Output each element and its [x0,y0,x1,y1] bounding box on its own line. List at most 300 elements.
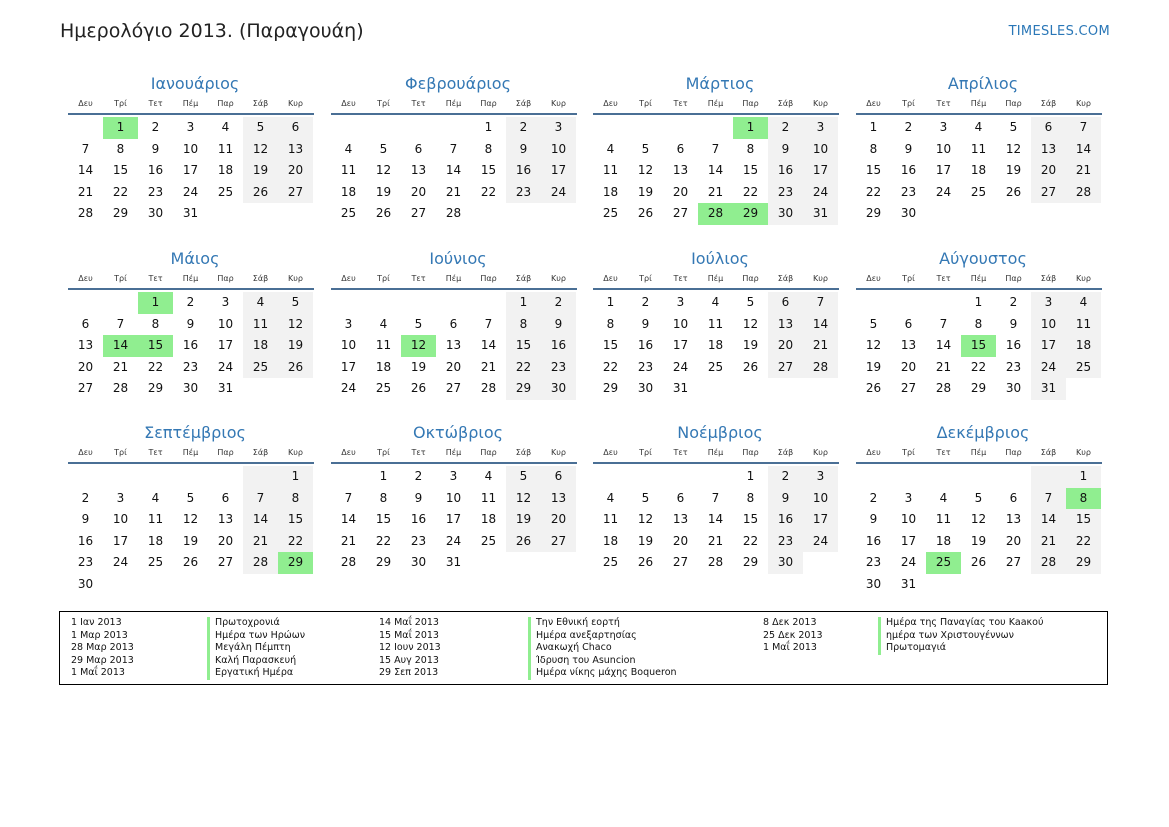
day-cell[interactable]: 5 [746,295,755,309]
day-cell[interactable]: 23 [768,182,803,204]
day-cell[interactable]: 25 [602,206,619,220]
day-cell[interactable]: 1 [506,292,541,314]
day-cell[interactable]: 18 [1066,335,1101,357]
day-cell[interactable]: 13 [541,488,576,510]
day-cell[interactable]: 28 [803,357,838,379]
day-cell[interactable]: 22 [506,357,541,379]
day-cell[interactable]: 2 [186,295,195,309]
day-cell[interactable]: 22 [742,533,759,548]
day-cell[interactable]: 28 [1066,182,1101,204]
day-cell[interactable]: 6 [221,490,230,505]
day-cell[interactable]: 30 [865,576,882,591]
day-cell[interactable]: 5 [278,292,313,314]
day-cell[interactable]: 28 [112,381,129,395]
day-cell[interactable]: 16 [182,338,199,352]
day-cell[interactable]: 6 [81,316,90,331]
day-cell[interactable]: 8 [151,316,160,331]
day-cell[interactable]: 6 [278,117,313,139]
day-cell[interactable]: 29 [147,381,164,395]
day-cell[interactable]: 28 [480,381,497,395]
day-cell[interactable]: 18 [602,184,619,199]
day-cell[interactable]: 2 [904,120,913,134]
day-cell[interactable]: 2 [1009,295,1018,309]
day-cell[interactable]: 11 [935,512,952,526]
day-cell[interactable]: 31 [1031,378,1066,400]
day-cell[interactable]: 2 [641,295,650,309]
day-cell[interactable]: 15 [112,163,129,177]
day-cell[interactable]: 6 [541,466,576,488]
day-cell[interactable]: 4 [974,120,983,134]
day-cell[interactable]: 1 [869,120,878,134]
day-cell[interactable]: 1 [138,292,173,314]
day-cell[interactable]: 3 [1031,292,1066,314]
day-cell[interactable]: 26 [278,357,313,379]
day-cell[interactable]: 17 [900,533,917,548]
day-cell[interactable]: 23 [541,357,576,379]
day-cell[interactable]: 17 [541,160,576,182]
day-cell[interactable]: 18 [970,163,987,177]
day-cell[interactable]: 26 [182,555,199,569]
day-cell[interactable]: 11 [707,316,724,331]
day-cell[interactable]: 20 [900,359,917,374]
day-cell[interactable]: 20 [1005,533,1022,548]
day-cell[interactable]: 3 [541,117,576,139]
day-cell[interactable]: 18 [243,335,278,357]
day-cell[interactable]: 22 [147,359,164,374]
day-cell[interactable]: 27 [672,206,689,220]
day-cell[interactable]: 25 [480,533,497,548]
day-cell[interactable]: 25 [926,552,961,574]
day-cell[interactable]: 13 [77,338,94,352]
day-cell[interactable]: 30 [147,206,164,220]
site-link[interactable]: TIMESLES.COM [1008,24,1110,39]
day-cell[interactable]: 2 [151,120,160,134]
day-cell[interactable]: 2 [414,469,423,483]
day-cell[interactable]: 28 [935,381,952,395]
day-cell[interactable]: 26 [1005,184,1022,199]
day-cell[interactable]: 10 [672,316,689,331]
day-cell[interactable]: 6 [1031,117,1066,139]
day-cell[interactable]: 17 [803,509,838,531]
day-cell[interactable]: 27 [768,357,803,379]
day-cell[interactable]: 15 [602,338,619,352]
day-cell[interactable]: 24 [182,184,199,199]
day-cell[interactable]: 1 [974,295,983,309]
day-cell[interactable]: 7 [1066,117,1101,139]
day-cell[interactable]: 11 [480,490,497,505]
day-cell[interactable]: 26 [637,206,654,220]
day-cell[interactable]: 3 [449,469,458,483]
day-cell[interactable]: 26 [243,182,278,204]
day-cell[interactable]: 12 [401,335,436,357]
day-cell[interactable]: 9 [768,139,803,161]
day-cell[interactable]: 4 [243,292,278,314]
day-cell[interactable]: 22 [480,184,497,199]
day-cell[interactable]: 7 [116,316,125,331]
day-cell[interactable]: 11 [602,512,619,526]
day-cell[interactable]: 16 [147,163,164,177]
day-cell[interactable]: 14 [707,512,724,526]
day-cell[interactable]: 28 [445,206,462,220]
day-cell[interactable]: 13 [1005,512,1022,526]
day-cell[interactable]: 26 [742,359,759,374]
day-cell[interactable]: 19 [970,533,987,548]
day-cell[interactable]: 26 [637,555,654,569]
day-cell[interactable]: 1 [746,469,755,483]
day-cell[interactable]: 19 [278,335,313,357]
day-cell[interactable]: 26 [970,555,987,569]
day-cell[interactable]: 24 [112,555,129,569]
day-cell[interactable]: 12 [182,512,199,526]
day-cell[interactable]: 13 [672,163,689,177]
day-cell[interactable]: 1 [606,295,615,309]
day-cell[interactable]: 21 [112,359,129,374]
day-cell[interactable]: 2 [506,117,541,139]
day-cell[interactable]: 10 [182,141,199,156]
day-cell[interactable]: 10 [340,338,357,352]
day-cell[interactable]: 9 [869,512,878,526]
day-cell[interactable]: 8 [506,314,541,336]
day-cell[interactable]: 16 [900,163,917,177]
day-cell[interactable]: 8 [606,316,615,331]
day-cell[interactable]: 31 [217,381,234,395]
day-cell[interactable]: 17 [1031,335,1066,357]
day-cell[interactable]: 12 [278,314,313,336]
day-cell[interactable]: 19 [243,160,278,182]
day-cell[interactable]: 29 [742,555,759,569]
day-cell[interactable]: 16 [1005,338,1022,352]
day-cell[interactable]: 8 [1066,488,1101,510]
day-cell[interactable]: 7 [939,316,948,331]
day-cell[interactable]: 9 [768,488,803,510]
day-cell[interactable]: 23 [77,555,94,569]
day-cell[interactable]: 19 [506,509,541,531]
day-cell[interactable]: 20 [77,359,94,374]
day-cell[interactable]: 16 [768,160,803,182]
day-cell[interactable]: 7 [243,488,278,510]
day-cell[interactable]: 8 [746,490,755,505]
day-cell[interactable]: 21 [1031,531,1066,553]
day-cell[interactable]: 4 [484,469,493,483]
day-cell[interactable]: 9 [1009,316,1018,331]
day-cell[interactable]: 5 [379,141,388,156]
day-cell[interactable]: 12 [637,512,654,526]
day-cell[interactable]: 29 [1066,552,1101,574]
day-cell[interactable]: 28 [707,555,724,569]
day-cell[interactable]: 16 [768,509,803,531]
day-cell[interactable]: 21 [77,184,94,199]
day-cell[interactable]: 10 [541,139,576,161]
day-cell[interactable]: 19 [742,338,759,352]
day-cell[interactable]: 14 [243,509,278,531]
day-cell[interactable]: 21 [480,359,497,374]
day-cell[interactable]: 17 [672,338,689,352]
day-cell[interactable]: 12 [375,163,392,177]
day-cell[interactable]: 4 [606,141,615,156]
day-cell[interactable]: 5 [243,117,278,139]
day-cell[interactable]: 21 [707,533,724,548]
day-cell[interactable]: 17 [445,512,462,526]
day-cell[interactable]: 31 [672,381,689,395]
day-cell[interactable]: 19 [410,359,427,374]
day-cell[interactable]: 11 [147,512,164,526]
day-cell[interactable]: 13 [217,512,234,526]
day-cell[interactable]: 20 [410,184,427,199]
day-cell[interactable]: 17 [217,338,234,352]
day-cell[interactable]: 6 [449,316,458,331]
day-cell[interactable]: 19 [637,184,654,199]
day-cell[interactable]: 15 [1066,509,1101,531]
day-cell[interactable]: 17 [112,533,129,548]
day-cell[interactable]: 15 [278,509,313,531]
day-cell[interactable]: 12 [742,316,759,331]
day-cell[interactable]: 8 [974,316,983,331]
day-cell[interactable]: 14 [480,338,497,352]
day-cell[interactable]: 23 [865,555,882,569]
day-cell[interactable]: 20 [445,359,462,374]
day-cell[interactable]: 13 [278,139,313,161]
day-cell[interactable]: 15 [742,163,759,177]
day-cell[interactable]: 7 [711,141,720,156]
day-cell[interactable]: 25 [375,381,392,395]
day-cell[interactable]: 18 [217,163,234,177]
day-cell[interactable]: 31 [182,206,199,220]
day-cell[interactable]: 17 [340,359,357,374]
day-cell[interactable]: 4 [221,120,230,134]
day-cell[interactable]: 27 [445,381,462,395]
day-cell[interactable]: 6 [676,490,685,505]
day-cell[interactable]: 10 [935,141,952,156]
day-cell[interactable]: 7 [81,141,90,156]
day-cell[interactable]: 14 [803,314,838,336]
day-cell[interactable]: 12 [506,488,541,510]
day-cell[interactable]: 6 [676,141,685,156]
day-cell[interactable]: 5 [506,466,541,488]
day-cell[interactable]: 1 [379,469,388,483]
day-cell[interactable]: 12 [970,512,987,526]
day-cell[interactable]: 4 [711,295,720,309]
day-cell[interactable]: 29 [506,378,541,400]
day-cell[interactable]: 18 [480,512,497,526]
day-cell[interactable]: 15 [480,163,497,177]
day-cell[interactable]: 14 [1031,509,1066,531]
day-cell[interactable]: 21 [707,184,724,199]
day-cell[interactable]: 3 [904,490,913,505]
day-cell[interactable]: 26 [410,381,427,395]
day-cell[interactable]: 23 [182,359,199,374]
day-cell[interactable]: 19 [182,533,199,548]
day-cell[interactable]: 14 [707,163,724,177]
day-cell[interactable]: 10 [900,512,917,526]
day-cell[interactable]: 5 [974,490,983,505]
day-cell[interactable]: 23 [506,182,541,204]
day-cell[interactable]: 21 [935,359,952,374]
day-cell[interactable]: 9 [641,316,650,331]
day-cell[interactable]: 24 [803,182,838,204]
day-cell[interactable]: 11 [602,163,619,177]
day-cell[interactable]: 14 [1066,139,1101,161]
day-cell[interactable]: 20 [672,533,689,548]
day-cell[interactable]: 15 [961,335,996,357]
day-cell[interactable]: 28 [698,203,733,225]
day-cell[interactable]: 19 [375,184,392,199]
day-cell[interactable]: 3 [186,120,195,134]
day-cell[interactable]: 27 [77,381,94,395]
day-cell[interactable]: 23 [900,184,917,199]
day-cell[interactable]: 8 [869,141,878,156]
day-cell[interactable]: 1 [278,466,313,488]
day-cell[interactable]: 17 [803,160,838,182]
day-cell[interactable]: 13 [445,338,462,352]
day-cell[interactable]: 24 [803,531,838,553]
day-cell[interactable]: 29 [970,381,987,395]
day-cell[interactable]: 1 [1066,466,1101,488]
day-cell[interactable]: 7 [711,490,720,505]
day-cell[interactable]: 20 [278,160,313,182]
day-cell[interactable]: 11 [243,314,278,336]
day-cell[interactable]: 24 [541,182,576,204]
day-cell[interactable]: 30 [768,203,803,225]
day-cell[interactable]: 4 [1066,292,1101,314]
day-cell[interactable]: 11 [340,163,357,177]
day-cell[interactable]: 18 [935,533,952,548]
day-cell[interactable]: 19 [865,359,882,374]
day-cell[interactable]: 11 [217,141,234,156]
day-cell[interactable]: 12 [1005,141,1022,156]
day-cell[interactable]: 13 [1031,139,1066,161]
day-cell[interactable]: 22 [112,184,129,199]
day-cell[interactable]: 24 [1031,357,1066,379]
day-cell[interactable]: 16 [637,338,654,352]
day-cell[interactable]: 13 [672,512,689,526]
day-cell[interactable]: 4 [379,316,388,331]
day-cell[interactable]: 25 [1066,357,1101,379]
day-cell[interactable]: 11 [970,141,987,156]
day-cell[interactable]: 5 [1009,120,1018,134]
day-cell[interactable]: 9 [904,141,913,156]
day-cell[interactable]: 29 [865,206,882,220]
day-cell[interactable]: 31 [803,203,838,225]
day-cell[interactable]: 26 [506,531,541,553]
day-cell[interactable]: 23 [637,359,654,374]
day-cell[interactable]: 24 [340,381,357,395]
day-cell[interactable]: 18 [340,184,357,199]
day-cell[interactable]: 14 [77,163,94,177]
day-cell[interactable]: 23 [768,531,803,553]
day-cell[interactable]: 4 [151,490,160,505]
day-cell[interactable]: 6 [414,141,423,156]
day-cell[interactable]: 8 [746,141,755,156]
day-cell[interactable]: 27 [900,381,917,395]
day-cell[interactable]: 16 [506,160,541,182]
day-cell[interactable]: 18 [602,533,619,548]
day-cell[interactable]: 19 [637,533,654,548]
day-cell[interactable]: 22 [278,531,313,553]
day-cell[interactable]: 30 [768,552,803,574]
day-cell[interactable]: 10 [217,316,234,331]
day-cell[interactable]: 27 [217,555,234,569]
day-cell[interactable]: 30 [77,576,94,591]
day-cell[interactable]: 20 [768,335,803,357]
day-cell[interactable]: 27 [672,555,689,569]
day-cell[interactable]: 2 [541,292,576,314]
day-cell[interactable]: 27 [278,182,313,204]
day-cell[interactable]: 12 [865,338,882,352]
day-cell[interactable]: 4 [344,141,353,156]
day-cell[interactable]: 2 [869,490,878,505]
day-cell[interactable]: 29 [602,381,619,395]
day-cell[interactable]: 2 [768,117,803,139]
day-cell[interactable]: 3 [939,120,948,134]
day-cell[interactable]: 14 [103,335,138,357]
day-cell[interactable]: 30 [1005,381,1022,395]
day-cell[interactable]: 18 [375,359,392,374]
day-cell[interactable]: 16 [77,533,94,548]
day-cell[interactable]: 6 [904,316,913,331]
day-cell[interactable]: 16 [865,533,882,548]
day-cell[interactable]: 5 [414,316,423,331]
day-cell[interactable]: 9 [81,512,90,526]
day-cell[interactable]: 23 [1005,359,1022,374]
day-cell[interactable]: 14 [445,163,462,177]
day-cell[interactable]: 25 [243,357,278,379]
day-cell[interactable]: 14 [935,338,952,352]
day-cell[interactable]: 24 [445,533,462,548]
day-cell[interactable]: 15 [375,512,392,526]
day-cell[interactable]: 6 [768,292,803,314]
day-cell[interactable]: 10 [112,512,129,526]
day-cell[interactable]: 22 [1066,531,1101,553]
day-cell[interactable]: 17 [935,163,952,177]
day-cell[interactable]: 31 [445,555,462,569]
day-cell[interactable]: 15 [506,335,541,357]
day-cell[interactable]: 8 [116,141,125,156]
day-cell[interactable]: 13 [900,338,917,352]
day-cell[interactable]: 29 [733,203,768,225]
day-cell[interactable]: 5 [641,490,650,505]
day-cell[interactable]: 8 [278,488,313,510]
day-cell[interactable]: 1 [733,117,768,139]
day-cell[interactable]: 7 [449,141,458,156]
day-cell[interactable]: 21 [1066,160,1101,182]
day-cell[interactable]: 7 [484,316,493,331]
day-cell[interactable]: 9 [414,490,423,505]
day-cell[interactable]: 30 [182,381,199,395]
day-cell[interactable]: 7 [1031,488,1066,510]
day-cell[interactable]: 9 [506,139,541,161]
day-cell[interactable]: 11 [1066,314,1101,336]
day-cell[interactable]: 22 [602,359,619,374]
day-cell[interactable]: 14 [340,512,357,526]
day-cell[interactable]: 1 [484,120,493,134]
day-cell[interactable]: 25 [707,359,724,374]
day-cell[interactable]: 11 [375,338,392,352]
day-cell[interactable]: 25 [602,555,619,569]
day-cell[interactable]: 21 [445,184,462,199]
day-cell[interactable]: 31 [900,576,917,591]
day-cell[interactable]: 4 [939,490,948,505]
day-cell[interactable]: 15 [865,163,882,177]
day-cell[interactable]: 27 [1005,555,1022,569]
day-cell[interactable]: 22 [742,184,759,199]
day-cell[interactable]: 3 [116,490,125,505]
day-cell[interactable]: 28 [1031,552,1066,574]
day-cell[interactable]: 13 [410,163,427,177]
day-cell[interactable]: 10 [803,488,838,510]
day-cell[interactable]: 23 [410,533,427,548]
day-cell[interactable]: 15 [742,512,759,526]
day-cell[interactable]: 10 [445,490,462,505]
